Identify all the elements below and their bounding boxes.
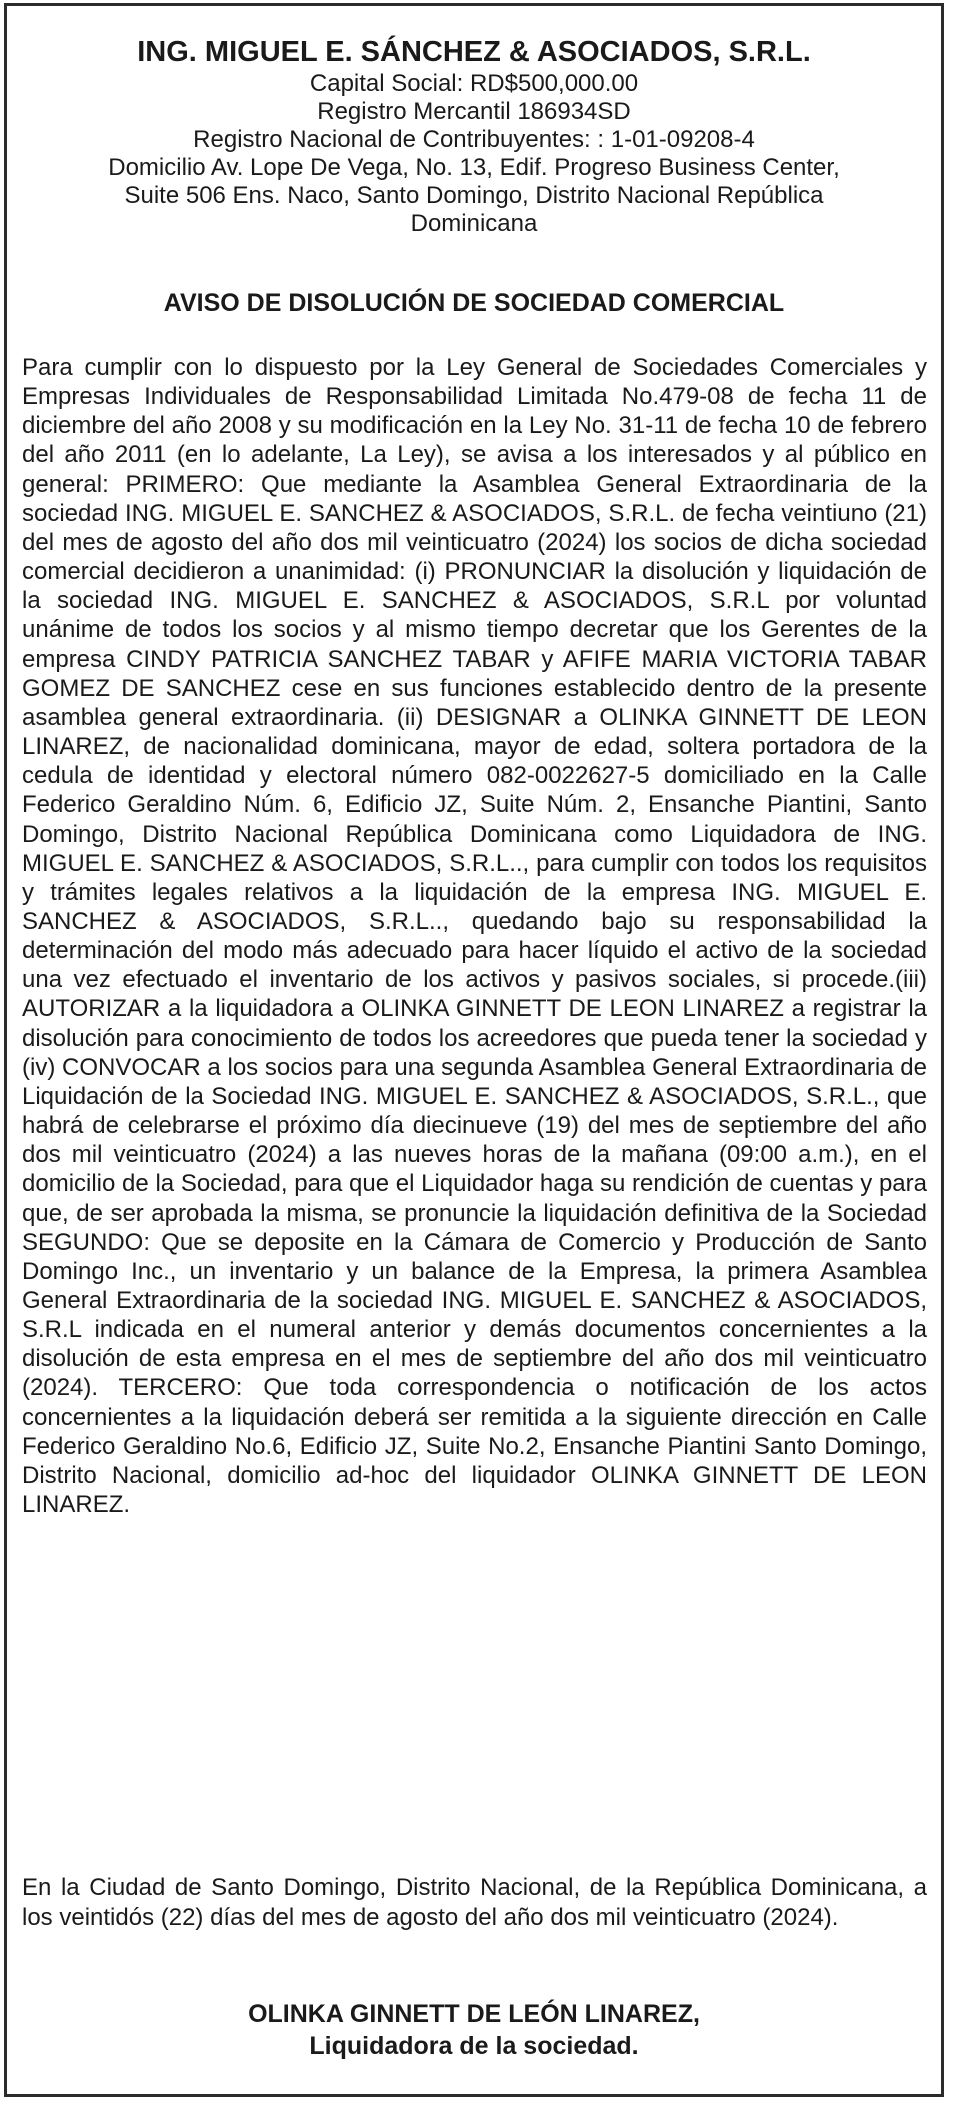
rnc: Registro Nacional de Contribuyentes: : 1-01-09208-4	[193, 126, 755, 153]
signatory-role: Liquidadora de la sociedad.	[309, 2032, 639, 2060]
closing-paragraph: En la Ciudad de Santo Domingo, Distrito Nacional, de la República Dominicana, a los veintidós (22) días del mes de agosto del año dos mil veinticuatro (2024).	[22, 1874, 927, 1931]
notice-body: Para cumplir con lo dispuesto por la Ley General de Sociedades Comerciales y Empresas Individuales de Responsabilidad Limitada No.479-08 de fecha 11 de diciembre del año 2008 y su modificación en la Ley No. 31-11 de fecha 10 de febrero del año 2011 (en lo adelante, La Ley), se avisa a los interesados y al público en general: PRIMERO: Que mediante la Asamblea General Extraordinaria de la sociedad ING. MIGUEL E. SANCHEZ & ASOCIADOS, S.R.L. de fecha veintiuno (21) del mes de agosto del año dos mil veinticuatro (2024) los socios de dicha sociedad comercial decidieron a unanimidad: (i) PRONUNCIAR la disolución y liquidación de la sociedad ING. MIGUEL E. SANCHEZ & ASOCIADOS, S.R.L por voluntad unánime de todos los socios y al mismo tiempo decretar que los Gerentes de la empresa CINDY PATRICIA SANCHEZ TABAR y AFIFE MARIA VICTORIA TABAR GOMEZ DE SANCHEZ cese en sus funciones establecido dentro de la presente asamblea general extraordinaria. (ii) DESIGNAR a OLINKA GINNETT DE LEON LINAREZ, de nacionalidad dominicana, mayor de edad, soltera portadora de la cedula de identidad y electoral número 082-0022627-5 domiciliado en la Calle Federico Geraldino Núm. 6, Edificio JZ, Suite Núm. 2, Ensanche Piantini, Santo Domingo, Distrito Nacional República Dominicana como Liquidadora de ING. MIGUEL E. SANCHEZ & ASOCIADOS, S.R.L.., para cumplir con todos los requisitos y trámites legales relativos a la liquidación de la empresa ING. MIGUEL E. SANCHEZ & ASOCIADOS, S.R.L.., quedando bajo su responsabilidad la determinación del modo más adecuado para hacer líquido el activo de la sociedad una vez efectuado el inventario de los activos y pasivos sociales, si procede.(iii) AUTORIZAR a la liquidadora a OLINKA GINNETT DE LEON LINAREZ a registrar la disolución para conocimiento de todos los acreedores que pueda tener la sociedad y (iv) CONVOCAR a los socios para una segunda Asamblea General Extraordinaria de Liquidación de la Sociedad ING. MIGUEL E. SANCHEZ & ASOCIADOS, S.R.L., que habrá de celebrarse el próximo día diecinueve (19) del mes de septiembre del año dos mil veinticuatro (2024) a las nueves horas de la mañana (09:00 a.m.), en el domicilio de la Sociedad, para que el Liquidador haga su rendición de cuentas y para que, de ser aprobada la misma, se pronuncie la liquidación definitiva de la Sociedad SEGUNDO: Que se deposite en la Cámara de Comercio y Producción de Santo Domingo Inc., un inventario y un balance de la Empresa, la primera Asamblea General Extraordinaria de la sociedad ING. MIGUEL E. SANCHEZ & ASOCIADOS, S.R.L indicada en el numeral anterior y demás documentos concernientes a la disolución de esta empresa en el mes de septiembre del año dos mil veinticuatro (2024). TERCERO: Que toda correspondencia o notificación de los actos concernientes a la liquidación deberá ser remitida a la siguiente dirección en Calle Federico Geraldino No.6, Edificio JZ, Suite No.2, Ensanche Piantini Santo Domingo, Distrito Nacional, domicilio ad-hoc del liquidador OLINKA GINNETT DE LEON LINAREZ.	[22, 354, 927, 1519]
address-line-3: Dominicana	[410, 210, 538, 237]
signature-block	[20, 1998, 928, 2062]
address-line-2: Suite 506 Ens. Naco, Santo Domingo, Distrito Nacional República	[124, 182, 824, 209]
registro-mercantil: Registro Mercantil 186934SD	[317, 98, 631, 125]
signatory-name: OLINKA GINNETT DE LEÓN LINAREZ,	[248, 2000, 700, 2028]
capital-social: Capital Social: RD$500,000.00	[309, 70, 639, 97]
address-line-1: Domicilio Av. Lope De Vega, No. 13, Edif. Progreso Business Center,	[108, 154, 840, 181]
notice-title: AVISO DE DISOLUCIÓN DE SOCIEDAD COMERCIAL	[163, 289, 785, 317]
company-name: ING. MIGUEL E. SÁNCHEZ & ASOCIADOS, S.R.L.	[137, 36, 811, 68]
company-header	[20, 34, 928, 238]
